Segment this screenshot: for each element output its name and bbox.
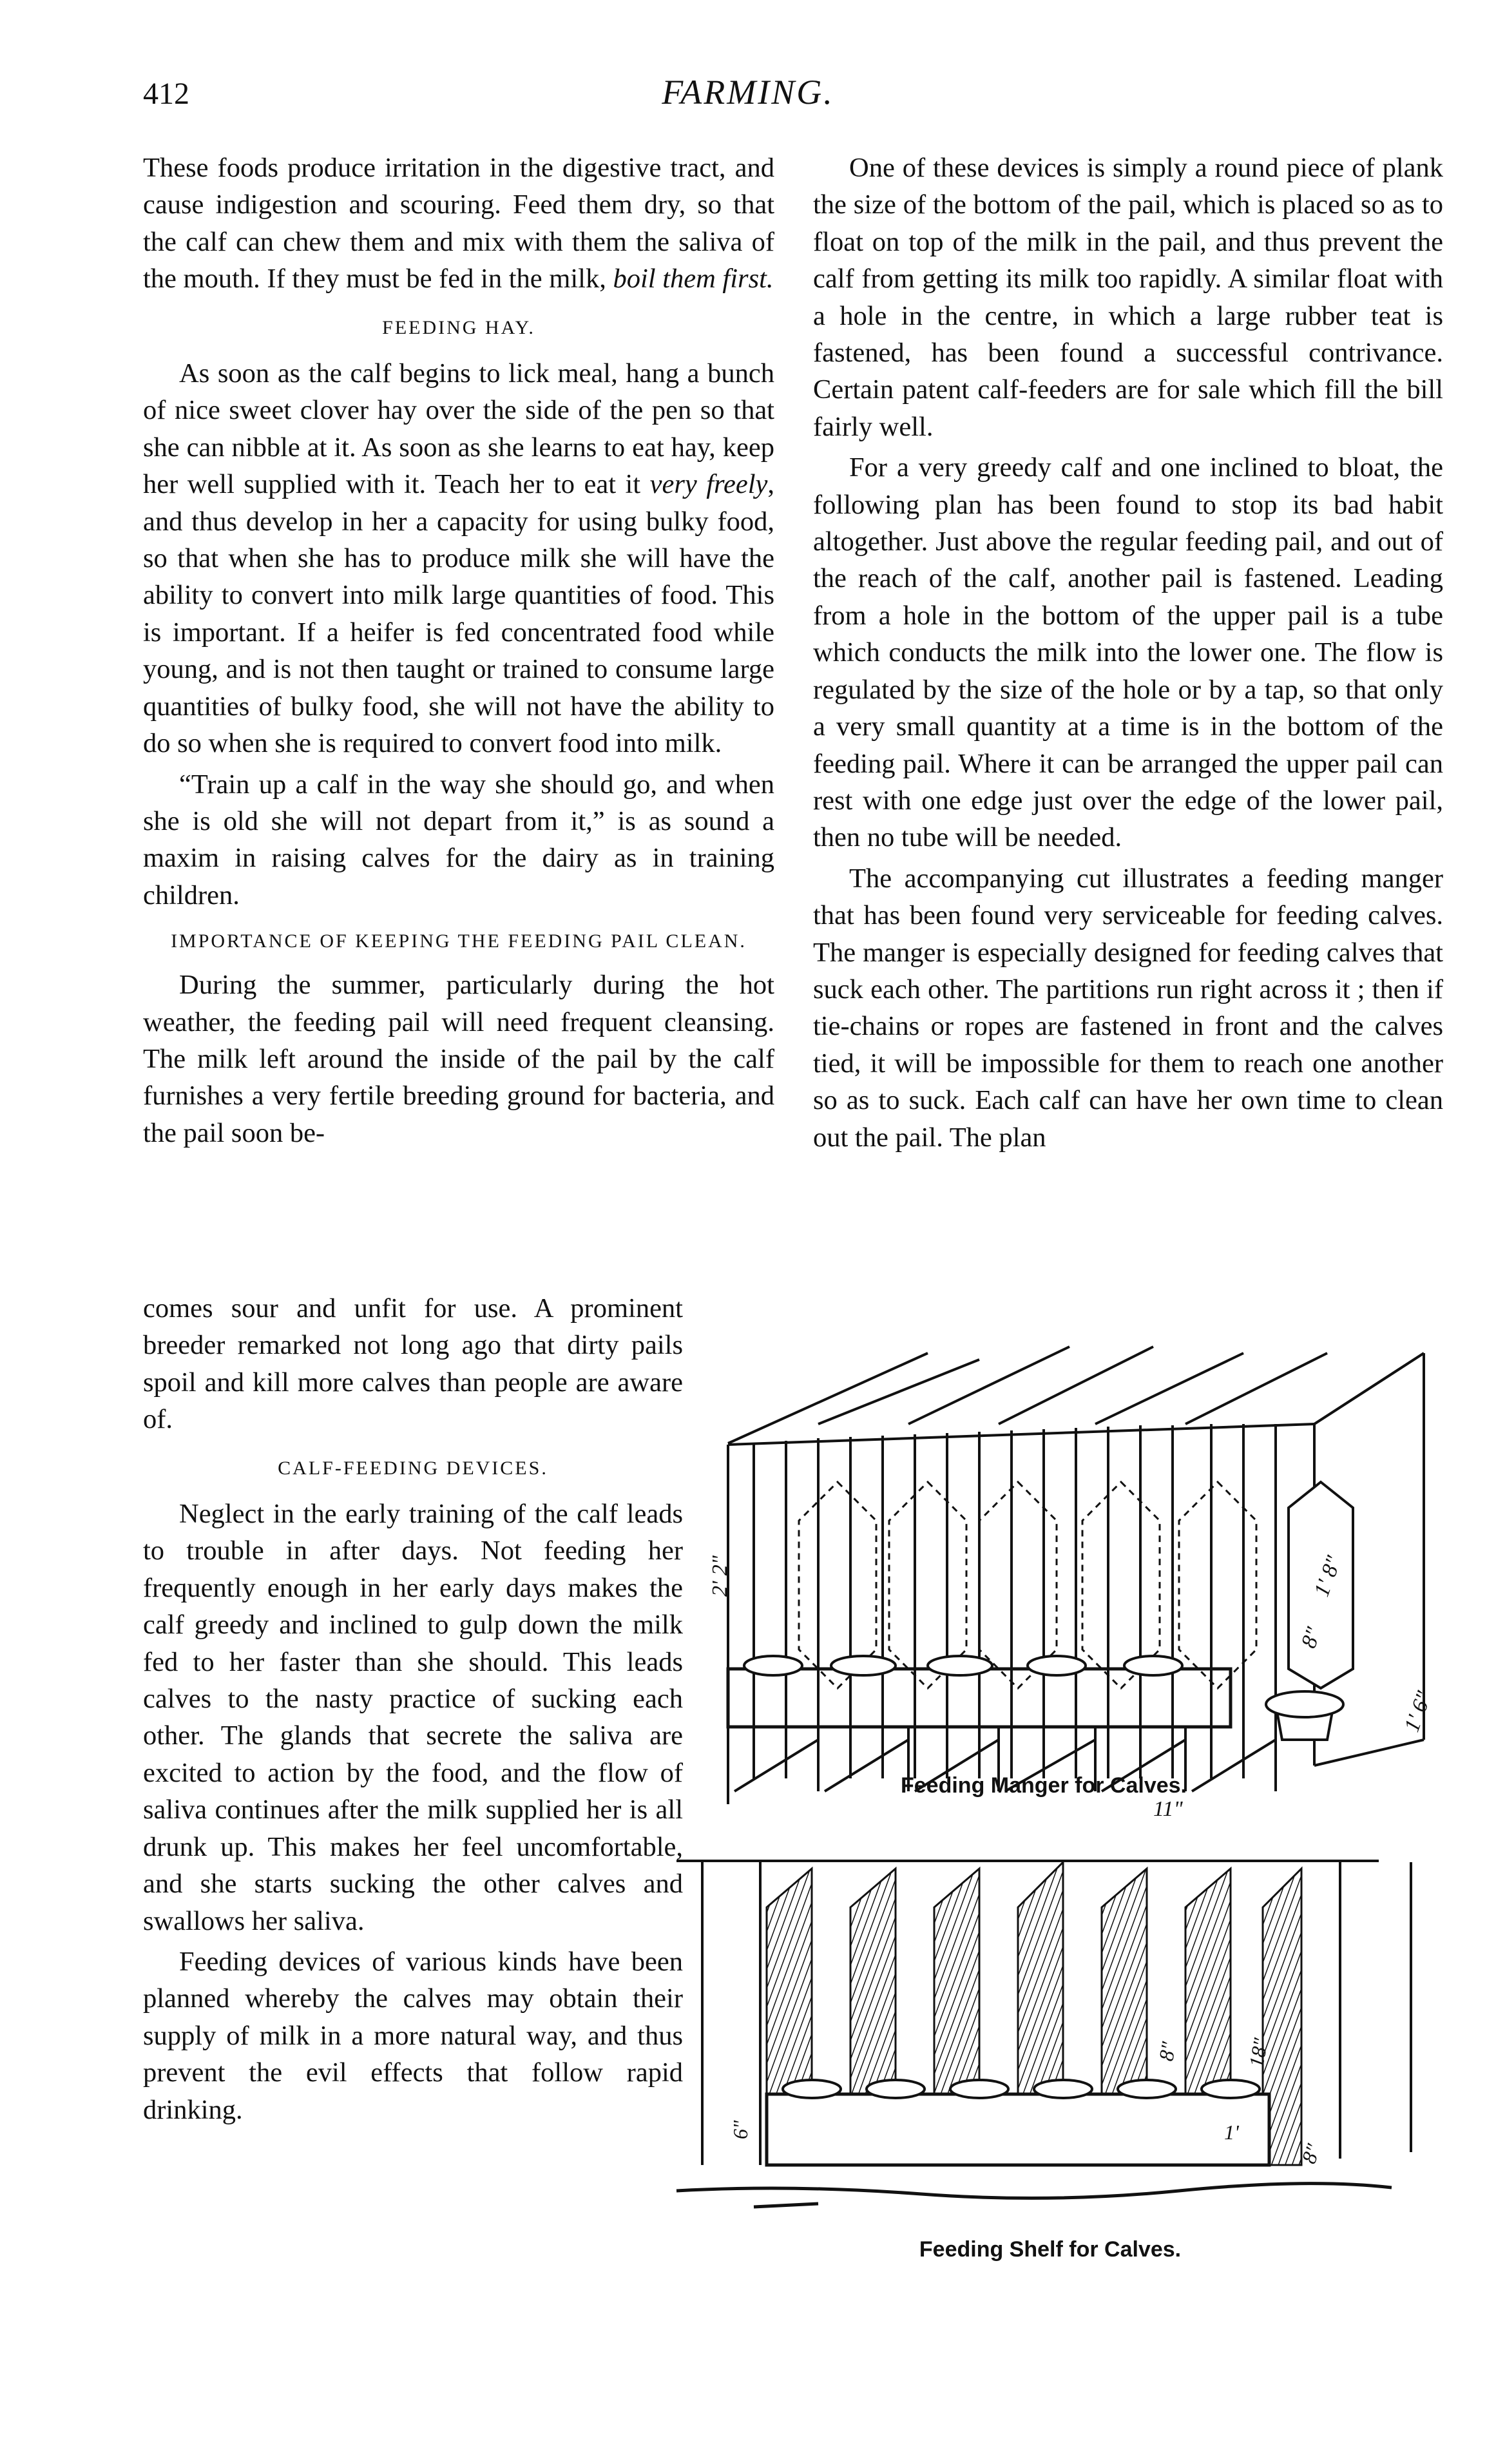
dimension-label: 8" bbox=[1296, 1624, 1327, 1651]
left-column-narrow bbox=[143, 1290, 683, 2128]
paragraph: “Train up a calf in the way she should go, and when she is old she will not depart from it,” is as sound a maxim in raising calves for the dairy as in training children. bbox=[143, 769, 774, 910]
paragraph: One of these devices is simply a round piece of plank the size of the bottom of the pail, which is placed so as to float on top of the milk in the pail, and thus prevent the calf from getting its milk too rapidly. A similar float with a hole in the centre, in which a large rubber teat is fastened, has been found a successful contrivance. Certain patent calf-feeders are for sale which fill the bill fairly well. bbox=[813, 153, 1443, 442]
page-number: 412 bbox=[143, 77, 189, 111]
dimension-label: 8" bbox=[1296, 2141, 1325, 2167]
emphasis: boil them first. bbox=[613, 264, 774, 294]
dimension-label: 11" bbox=[1153, 1797, 1183, 1821]
dimension-label: 1' 6" bbox=[1399, 1688, 1437, 1735]
paragraph: During the summer, particularly during the hot weather, the feeding pail will need frequent cleansing. The milk left around the inside of the pail by the calf furnishes a very fertile breeding ground for bacteria, and the pail soon be- bbox=[143, 970, 774, 1148]
paragraph: For a very greedy calf and one inclined to bloat, the following plan has been found to stop its bad habit altogether. Just above the regular feeding pail, and out of the reach of the calf, another pail is fastened. Leading from a hole in the bottom of the upper pail is a tube which conducts the milk into the lower one. The flow is regulated by the size of the hole or by a tap, so that only a very small quantity at a time is in the bottom of the feeding pail. Where it can be arranged the upper pail can rest with one edge just over the edge of the lower pail, then no tube will be needed. bbox=[813, 452, 1443, 853]
section-heading-devices: CALF-FEEDING DEVICES. bbox=[278, 1457, 548, 1479]
paragraph: Neglect in the early training of the calf leads to trouble in after days. Not feeding her frequently enough in her early days makes the calf greedy and inclined to gulp down the milk fed to her faster than she should. This leads calves to the nasty practice of sucking each other. The glands that secrete the saliva are excited to action by the food, and the flow of saliva continues after the milk supplied her is all drunk up. This makes her feel uncomfortable, and she starts sucking the other calves and swallows her saliva. bbox=[143, 1499, 683, 1936]
section-heading-feeding-hay: FEEDING HAY. bbox=[382, 316, 535, 338]
dimension-label: 8" bbox=[1154, 2039, 1181, 2063]
dimension-label: 1' bbox=[1224, 2121, 1239, 2144]
section-heading-importance: IMPORTANCE OF KEEPING THE FEEDING PAIL CLEAN. bbox=[171, 930, 747, 952]
dimension-label: 6" bbox=[729, 2120, 752, 2139]
paragraph: As soon as the calf begins to lick meal, hang a bunch of nice sweet clover hay over the side of the pen so that she can nibble at it. As soon as she learns to eat hay, keep her well supplied with it. Teach her to eat it very freely, and thus develop in her a capacity for using bulky food, so that when she has to produce milk she will have the ability to convert into milk large quantities of food. This is important. If a heifer is fed concentrated food while young, and is not then taught or trained to consume large quantities of bulky food, she will not have the ability to do so when she is required to convert food into milk. bbox=[143, 358, 774, 759]
running-title: FARMING. bbox=[662, 73, 834, 111]
emphasis: very freely bbox=[649, 469, 768, 500]
right-column bbox=[813, 149, 1443, 1156]
paragraph: Feeding devices of various kinds have been planned whereby the calves may obtain their supply of milk in a more natural way, and thus prevent the evil effects that follow rapid drinking. bbox=[143, 1946, 683, 2125]
dimension-label: 18" bbox=[1244, 2036, 1272, 2070]
paragraph: comes sour and unfit for use. A prominent breeder remarked not long ago that dirty pails spoil and kill more calves than people are aware of. bbox=[143, 1293, 683, 1435]
dimension-label: 1' 8" bbox=[1309, 1552, 1347, 1600]
figure-caption-shelf: Feeding Shelf for Calves. bbox=[919, 2237, 1182, 2262]
shelf-illustration bbox=[664, 1856, 1462, 2217]
figure-caption-manger: Feeding Manger for Calves. bbox=[901, 1773, 1187, 1798]
dimension-label: 2' 2" bbox=[708, 1555, 732, 1597]
paragraph: The accompanying cut illustrates a feeding manger that has been found very serviceable for feeding calves. The manger is especially designed for feeding calves that suck each other. The partitions run right across it ; then if tie-chains or ropes are fastened in front and the calves tied, it will be impossible for them to reach one another so as to suck. Each calf can have her own time to clean out the pail. The plan bbox=[813, 863, 1443, 1153]
figure-feeding-shelf bbox=[664, 1856, 1462, 2217]
paragraph: These foods produce irritation in the digestive tract, and cause indigestion and scouring. Feed them dry, so that the calf can chew them and mix with them the saliva of the mouth. If they must be fed in the milk, boil them first. bbox=[143, 153, 774, 294]
left-column bbox=[143, 149, 774, 1151]
